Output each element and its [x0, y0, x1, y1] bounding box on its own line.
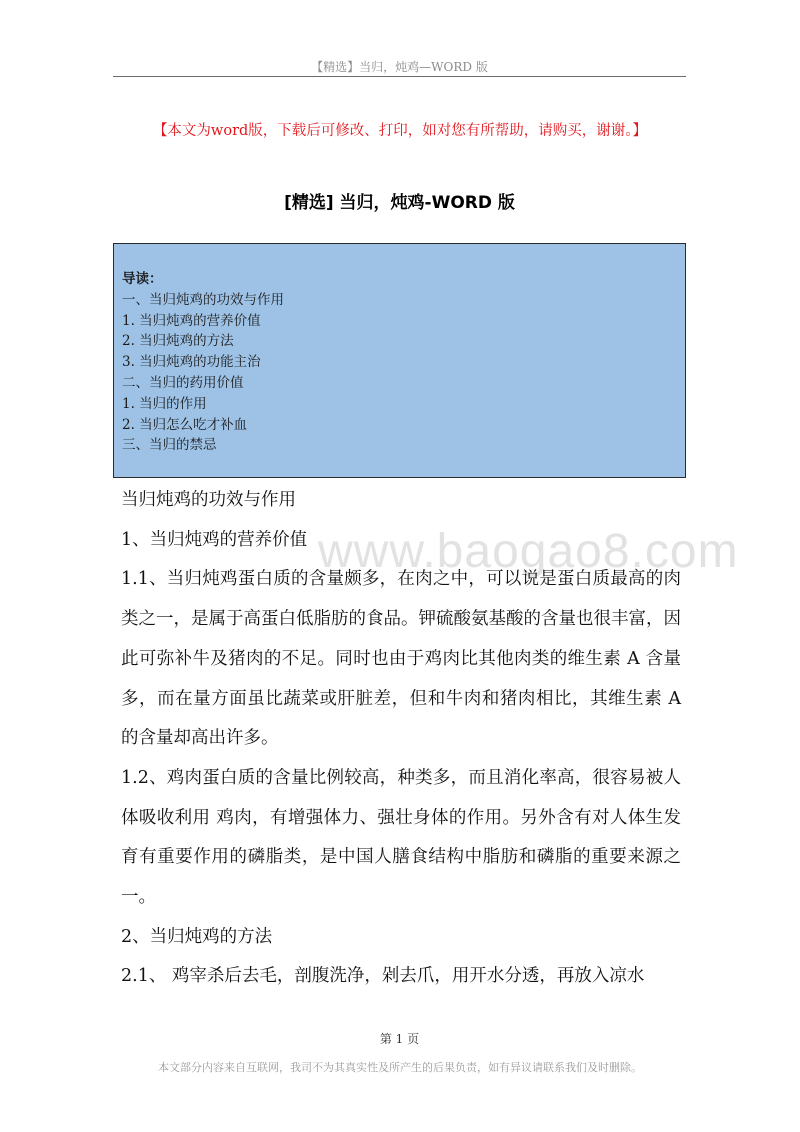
download-notice: 【本文为word版，下载后可修改、打印，如对您有所帮助，请购买，谢谢。】: [152, 123, 648, 139]
toc-heading: 导读：: [122, 271, 163, 287]
table-of-contents: [113, 243, 686, 478]
section-heading: 当归炖鸡的功效与作用: [121, 490, 296, 510]
toc-item: 3. 当归炖鸡的功能主治: [122, 354, 261, 371]
watermark: www.baogao8.com: [318, 525, 739, 578]
toc-item: 二、当归的药用价值: [122, 374, 244, 391]
body-paragraph: 2.1、 鸡宰杀后去毛，剖腹洗净，剁去爪，用开水分透，再放入凉水: [121, 966, 645, 987]
toc-item: 1. 当归炖鸡的营养价值: [122, 312, 261, 329]
toc-item: 三、当归的禁忌: [122, 437, 217, 454]
toc-item: 1. 当归的作用: [122, 395, 207, 412]
toc-item: 2. 当归怎么吃才补血: [122, 416, 248, 433]
document-title: [精选] 当归，炖鸡-WORD 版: [284, 193, 515, 213]
page-number: 第 1 页: [379, 1032, 420, 1046]
toc-item: 一、当归炖鸡的功效与作用: [122, 291, 284, 308]
header-divider: [113, 76, 686, 77]
body-paragraph: 1.2、鸡肉蛋白质的含量比例较高，种类多，而且消化率高，很容易被人体吸收利用 鸡肉，有增强体力、强壮身体的作用。另外含有对人体生发育有重要作用的磷脂类，是中国人膳食结构中脂肪和磷脂的重要来源之一。: [121, 767, 681, 908]
document-body: [121, 481, 681, 997]
toc-item: 2. 当归炖鸡的方法: [122, 333, 234, 350]
page-header: 【精选】当归，炖鸡—WORD 版: [311, 60, 488, 74]
subsection-heading: 1、当归炖鸡的营养价值: [121, 529, 308, 550]
footer-disclaimer: 本文部分内容来自互联网，我司不为其真实性及所产生的后果负责，如有异议请联系我们及时删除。: [158, 1061, 642, 1074]
subsection-heading: 2、当归炖鸡的方法: [121, 926, 273, 947]
body-paragraph: 1.1、当归炖鸡蛋白质的含量颇多，在肉之中，可以说是蛋白质最高的肉类之一，是属于高蛋白低脂肪的食品。钾硫酸氨基酸的含量也很丰富，因此可弥补牛及猪肉的不足。同时也由于鸡肉比其他肉类的维生素 A 含量多，而在量方面虽比蔬菜或肝脏差，但和牛肉和猪肉相比，其维生素 A 的含量却高出许多。: [121, 569, 681, 749]
